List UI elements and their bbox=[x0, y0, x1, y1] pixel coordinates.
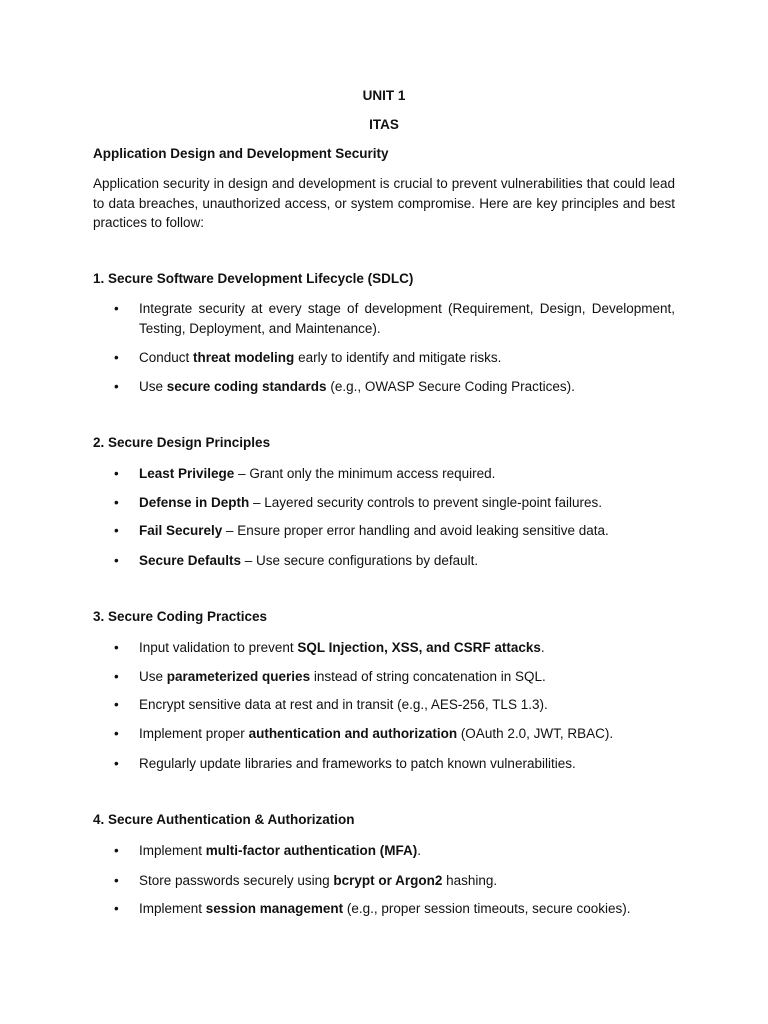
bullet-icon: • bbox=[114, 495, 119, 510]
bullet-icon: • bbox=[114, 726, 119, 741]
list-item: Regularly update libraries and frameworks to patch known vulnerabilities. bbox=[139, 756, 576, 771]
unit-label: UNIT 1 bbox=[362, 88, 406, 103]
document-title: Application Design and Development Security bbox=[93, 146, 389, 161]
list-item: Implement session management (e.g., proper session timeouts, secure cookies). bbox=[139, 901, 631, 916]
list-item: Secure Defaults – Use secure configurations by default. bbox=[139, 553, 479, 568]
bullet-icon: • bbox=[114, 697, 119, 712]
list-item: Fail Securely – Ensure proper error handling and avoid leaking sensitive data. bbox=[139, 523, 609, 538]
list-item: Store passwords securely using bcrypt or Argon2 hashing. bbox=[139, 873, 498, 888]
list-item: Conduct threat modeling early to identify and mitigate risks. bbox=[139, 350, 502, 365]
list-item: Least Privilege – Grant only the minimum access required. bbox=[139, 466, 496, 481]
list-item: Input validation to prevent SQL Injection, XSS, and CSRF attacks. bbox=[139, 640, 545, 655]
list-item: Use parameterized queries instead of string concatenation in SQL. bbox=[139, 669, 546, 684]
list-item: Implement multi-factor authentication (MFA). bbox=[139, 843, 422, 858]
list-item: Use secure coding standards (e.g., OWASP Secure Coding Practices). bbox=[139, 379, 575, 394]
bullet-icon: • bbox=[114, 669, 119, 684]
bullet-icon: • bbox=[114, 901, 119, 916]
list-item: Encrypt sensitive data at rest and in transit (e.g., AES-256, TLS 1.3). bbox=[139, 697, 548, 712]
bullet-icon: • bbox=[114, 466, 119, 481]
section-heading: 3. Secure Coding Practices bbox=[93, 609, 268, 624]
bullet-icon: • bbox=[114, 843, 119, 858]
section-heading: 4. Secure Authentication & Authorization bbox=[93, 812, 355, 827]
bullet-icon: • bbox=[114, 379, 119, 394]
bullet-icon: • bbox=[114, 873, 119, 888]
bullet-icon: • bbox=[114, 523, 119, 538]
bullet-icon: • bbox=[114, 553, 119, 568]
bullet-icon: • bbox=[114, 301, 119, 316]
bullet-icon: • bbox=[114, 640, 119, 655]
section-heading: 1. Secure Software Development Lifecycle (SDLC) bbox=[93, 271, 414, 286]
course-label: ITAS bbox=[369, 117, 399, 132]
bullet-icon: • bbox=[114, 756, 119, 771]
list-item: Implement proper authentication and authorization (OAuth 2.0, JWT, RBAC). bbox=[139, 726, 614, 741]
section-heading: 2. Secure Design Principles bbox=[93, 435, 271, 450]
intro-paragraph: Application security in design and development is crucial to prevent vulnerabilities that could lead to data breaches, unauthorized access, or system compromise. Here are key principles and best practices to follow: bbox=[93, 176, 675, 230]
list-item: Integrate security at every stage of development (Requirement, Design, Development, Testing, Deployment, and Maintenance). bbox=[139, 301, 675, 336]
bullet-icon: • bbox=[114, 350, 119, 365]
list-item: Defense in Depth – Layered security controls to prevent single-point failures. bbox=[139, 495, 602, 510]
